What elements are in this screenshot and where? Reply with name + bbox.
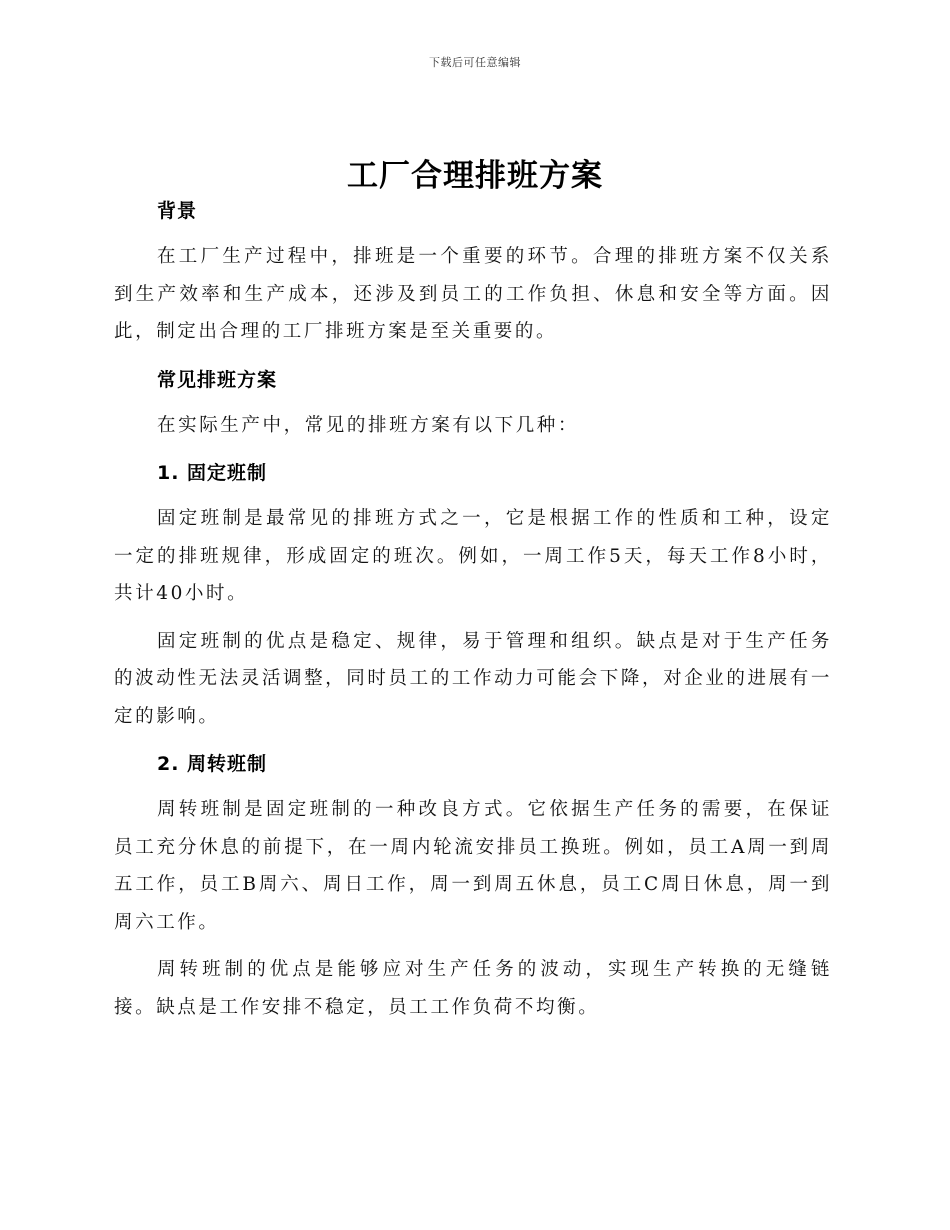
fixed-shift-paragraph-2: 固定班制的优点是稳定、规律，易于管理和组织。缺点是对于生产任务的波动性无法灵活调整，同时员工的工作动力可能会下降，对企业的进展有一定的影响。 <box>114 630 832 727</box>
section-heading-rotating-shift: 2. 周转班制 <box>157 753 268 775</box>
fixed-shift-paragraph-1: 固定班制是最常见的排班方式之一，它是根据工作的性质和工种，设定一定的排班规律，形成固定的班次。例如，一周工作5天，每天工作8小时，共计40小时。 <box>114 508 832 604</box>
section-heading-common-schemes: 常见排班方案 <box>157 368 278 391</box>
document-title: 工厂合理排班方案 <box>347 158 603 194</box>
page-header-note: 下载后可任意编辑 <box>429 56 521 69</box>
background-paragraph: 在工厂生产过程中，排班是一个重要的环节。合理的排班方案不仅关系到生产效率和生产成本，还涉及到员工的工作负担、休息和安全等方面。因此，制定出合理的工厂排班方案是至关重要的。 <box>114 246 832 342</box>
rotating-shift-paragraph-1: 周转班制是固定班制的一种改良方式。它依据生产任务的需要，在保证员工充分休息的前提下，在一周内轮流安排员工换班。例如，员工A周一到周五工作，员工B周六、周日工作，周一到周五休息，员工C周日休息，周一到周六工作。 <box>114 799 832 933</box>
common-schemes-paragraph: 在实际生产中，常见的排班方案有以下几种： <box>157 414 580 436</box>
section-heading-fixed-shift: 1. 固定班制 <box>157 462 268 484</box>
document-body <box>114 194 832 1026</box>
section-heading-background: 背景 <box>157 200 198 222</box>
rotating-shift-paragraph-2: 周转班制的优点是能够应对生产任务的波动，实现生产转换的无缝链接。缺点是工作安排不稳定，员工工作负荷不均衡。 <box>114 959 832 1018</box>
